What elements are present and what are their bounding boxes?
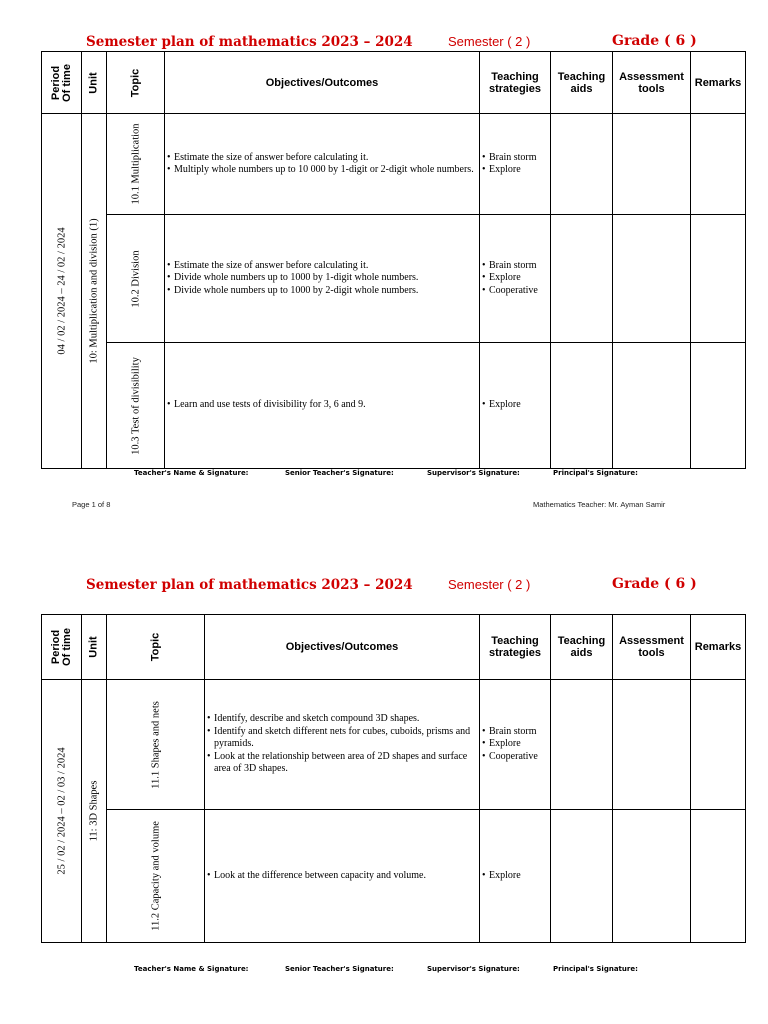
remarks-cell — [691, 680, 746, 810]
aids-cell — [551, 680, 613, 810]
strategies-cell — [480, 810, 551, 943]
strategy-item: • Brain storm — [480, 152, 546, 165]
strategy-item: • Cooperative — [480, 285, 546, 298]
principal-signature-label: Principal's Signature: — [553, 965, 638, 973]
page1-grade: Grade ( 6 ) — [612, 33, 697, 49]
aids-cell — [551, 343, 613, 469]
objective-item: • Estimate the size of answer before calculating it. — [165, 152, 475, 165]
header-aids: Teaching aids — [551, 615, 613, 680]
strategy-item: • Brain storm — [480, 260, 546, 273]
teacher-credit: Mathematics Teacher: Mr. Ayman Samir — [533, 500, 666, 509]
objectives-cell — [165, 114, 480, 215]
remarks-cell — [691, 810, 746, 943]
principal-signature-label: Principal's Signature: — [553, 469, 638, 477]
objective-item: • Learn and use tests of divisibility for 3, 6 and 9. — [165, 399, 475, 412]
page2-grade: Grade ( 6 ) — [612, 576, 697, 592]
topic-cell: 10.3 Test of divisibility — [107, 343, 165, 469]
page1-title: Semester plan of mathematics 2023 – 2024 — [86, 34, 413, 50]
page1-plan-table — [41, 51, 746, 469]
topic-cell: 10.2 Division — [107, 215, 165, 343]
senior-signature-label: Senior Teacher's Signature: — [285, 965, 394, 973]
objective-item: • Identify and sketch different nets for cubes, cuboids, prisms and pyramids. — [205, 726, 475, 751]
header-row — [42, 615, 746, 680]
objective-item: • Divide whole numbers up to 1000 by 1-digit whole numbers. — [165, 272, 475, 285]
aids-cell — [551, 114, 613, 215]
supervisor-signature-label: Supervisor's Signature: — [427, 469, 520, 477]
strategies-cell — [480, 114, 551, 215]
assessment-cell — [613, 810, 691, 943]
table-row — [42, 114, 746, 215]
topic-cell: 11.2 Capacity and volume — [107, 810, 205, 943]
header-strategies: Teaching strategies — [480, 615, 551, 680]
table-row — [42, 810, 746, 943]
unit-cell: 10: Multiplication and division (1) — [82, 114, 107, 469]
strategies-cell — [480, 343, 551, 469]
unit-cell: 11: 3D Shapes — [82, 680, 107, 943]
page-number: Page 1 of 8 — [72, 500, 111, 509]
page2-plan-table — [41, 614, 746, 943]
objectives-cell — [205, 680, 480, 810]
header-objectives: Objectives/Outcomes — [165, 52, 480, 114]
teacher-signature-label: Teacher's Name & Signature: — [134, 469, 249, 477]
header-remarks: Remarks — [691, 615, 746, 680]
table-row — [42, 343, 746, 469]
header-topic: Topic — [107, 615, 205, 680]
strategy-item: • Explore — [480, 738, 546, 751]
senior-signature-label: Senior Teacher's Signature: — [285, 469, 394, 477]
assessment-cell — [613, 680, 691, 810]
header-assessment: Assessment tools — [613, 615, 691, 680]
remarks-cell — [691, 215, 746, 343]
header-remarks: Remarks — [691, 52, 746, 114]
strategy-item: • Explore — [480, 272, 546, 285]
objectives-cell — [165, 343, 480, 469]
strategy-item: • Explore — [480, 399, 546, 412]
objectives-cell — [205, 810, 480, 943]
strategies-cell — [480, 680, 551, 810]
remarks-cell — [691, 343, 746, 469]
topic-cell: 11.1 Shapes and nets — [107, 680, 205, 810]
header-period: Period Of time — [42, 615, 82, 680]
topic-cell: 10.1 Multiplication — [107, 114, 165, 215]
header-unit: Unit — [82, 615, 107, 680]
strategy-item: • Cooperative — [480, 751, 546, 764]
header-assessment: Assessment tools — [613, 52, 691, 114]
assessment-cell — [613, 343, 691, 469]
supervisor-signature-label: Supervisor's Signature: — [427, 965, 520, 973]
header-topic: Topic — [107, 52, 165, 114]
strategy-item: • Explore — [480, 164, 546, 177]
table-row — [42, 680, 746, 810]
page2-title: Semester plan of mathematics 2023 – 2024 — [86, 577, 413, 593]
objective-item: • Divide whole numbers up to 1000 by 2-digit whole numbers. — [165, 285, 475, 298]
header-unit: Unit — [82, 52, 107, 114]
strategy-item: • Explore — [480, 870, 546, 883]
period-cell: 04 / 02 / 2024 – 24 / 02 / 2024 — [42, 114, 82, 469]
header-objectives: Objectives/Outcomes — [205, 615, 480, 680]
header-period: Period Of time — [42, 52, 82, 114]
table-row — [42, 215, 746, 343]
period-cell: 25 / 02 / 2024 – 02 / 03 / 2024 — [42, 680, 82, 943]
header-strategies: Teaching strategies — [480, 52, 551, 114]
assessment-cell — [613, 215, 691, 343]
objective-item: • Identify, describe and sketch compound 3D shapes. — [205, 713, 475, 726]
teacher-signature-label: Teacher's Name & Signature: — [134, 965, 249, 973]
strategy-item: • Brain storm — [480, 726, 546, 739]
assessment-cell — [613, 114, 691, 215]
header-row — [42, 52, 746, 114]
objective-item: • Multiply whole numbers up to 10 000 by 1-digit or 2-digit whole numbers. — [165, 164, 475, 177]
objective-item: • Estimate the size of answer before calculating it. — [165, 260, 475, 273]
objectives-cell — [165, 215, 480, 343]
aids-cell — [551, 215, 613, 343]
aids-cell — [551, 810, 613, 943]
objective-item: • Look at the difference between capacity and volume. — [205, 870, 475, 883]
strategies-cell — [480, 215, 551, 343]
header-aids: Teaching aids — [551, 52, 613, 114]
objective-item: • Look at the relationship between area of 2D shapes and surface area of 3D shapes. — [205, 751, 475, 776]
page2-semester: Semester ( 2 ) — [448, 577, 531, 592]
remarks-cell — [691, 114, 746, 215]
page1-semester: Semester ( 2 ) — [448, 34, 531, 49]
